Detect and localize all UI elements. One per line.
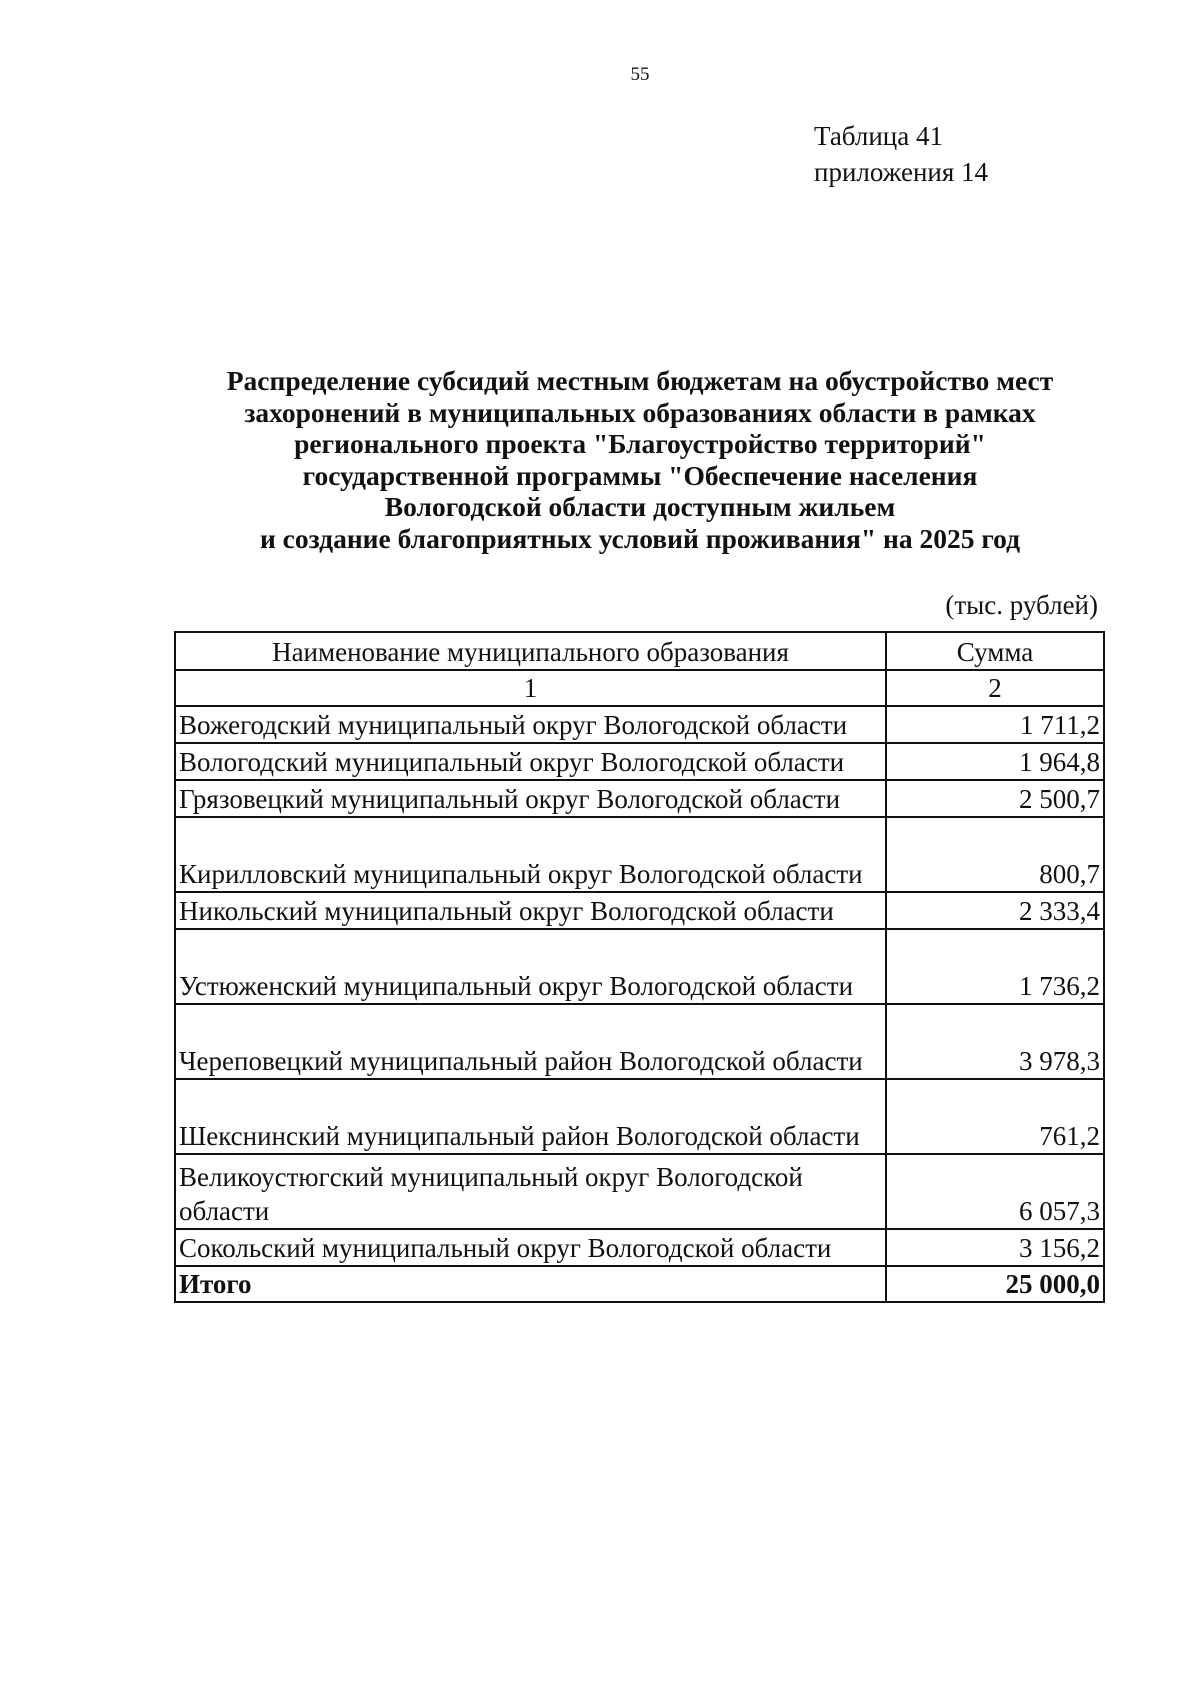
- title-line: и создание благоприятных условий проживания" на 2025 год: [259, 522, 1021, 554]
- table-row: [175, 817, 1104, 892]
- column-number-row: [175, 670, 1104, 706]
- column-number-1: 1: [175, 670, 886, 706]
- header-name: Наименование муниципального образования: [175, 632, 886, 670]
- municipality-name: Вожегодский муниципальный округ Вологодской области: [175, 706, 886, 743]
- units-label: (тыс. рублей): [945, 590, 1098, 620]
- table-reference-line-1: Таблица 41: [814, 121, 943, 151]
- total-row: [175, 1266, 1104, 1302]
- total-amount: 25 000,0: [886, 1266, 1104, 1302]
- subsidy-amount: 761,2: [886, 1079, 1104, 1154]
- subsidy-amount: 6 057,3: [886, 1154, 1104, 1229]
- municipality-name: Никольский муниципальный округ Вологодской области: [175, 892, 886, 929]
- table-row: [175, 1154, 1104, 1229]
- subsidy-amount: 1 964,8: [886, 743, 1104, 780]
- title-line: Распределение субсидий местным бюджетам на обустройство мест: [226, 365, 1054, 396]
- subsidy-amount: 3 978,3: [886, 1004, 1104, 1079]
- column-number-2: 2: [886, 670, 1104, 706]
- municipality-name: Кирилловский муниципальный округ Вологодской области: [175, 817, 886, 892]
- table-reference-line-2: приложения 14: [814, 157, 989, 187]
- table-row: [175, 743, 1104, 780]
- title-line: захоронений в муниципальных образованиях области в рамках: [244, 396, 1036, 428]
- table-row: [175, 929, 1104, 1004]
- title-line: регионального проекта "Благоустройство территорий": [294, 428, 986, 459]
- table-row: [175, 892, 1104, 929]
- municipality-name: Сокольский муниципальный округ Вологодской области: [175, 1229, 886, 1266]
- page-number: 55: [630, 64, 650, 85]
- header-amount: Сумма: [886, 632, 1104, 670]
- document-title: [170, 365, 1110, 554]
- subsidy-amount: 2 333,4: [886, 892, 1104, 929]
- table-row: [175, 1079, 1104, 1154]
- municipality-name: Грязовецкий муниципальный округ Вологодской области: [175, 780, 886, 817]
- total-label: Итого: [175, 1266, 886, 1302]
- subsidy-amount: 1 736,2: [886, 929, 1104, 1004]
- table-row: [175, 780, 1104, 817]
- title-line: Вологодской области доступным жильем: [384, 491, 896, 522]
- subsidy-amount: 3 156,2: [886, 1229, 1104, 1266]
- table-row: [175, 1229, 1104, 1266]
- table-row: [175, 706, 1104, 743]
- table-row: [175, 1004, 1104, 1079]
- municipality-name: Великоустюгский муниципальный округ Вологодской области: [175, 1154, 886, 1229]
- municipality-name: Череповецкий муниципальный район Вологодской области: [175, 1004, 886, 1079]
- municipality-name: Шекснинский муниципальный район Вологодской области: [175, 1079, 886, 1154]
- subsidy-table: [174, 631, 1105, 1303]
- title-line: государственной программы "Обеспечение населения: [302, 459, 978, 491]
- subsidy-amount: 2 500,7: [886, 780, 1104, 817]
- subsidy-amount: 800,7: [886, 817, 1104, 892]
- table-header-row: [175, 632, 1104, 670]
- subsidy-amount: 1 711,2: [886, 706, 1104, 743]
- municipality-name: Вологодский муниципальный округ Вологодской области: [175, 743, 886, 780]
- table-reference: [814, 118, 988, 190]
- municipality-name: Устюженский муниципальный округ Вологодской области: [175, 929, 886, 1004]
